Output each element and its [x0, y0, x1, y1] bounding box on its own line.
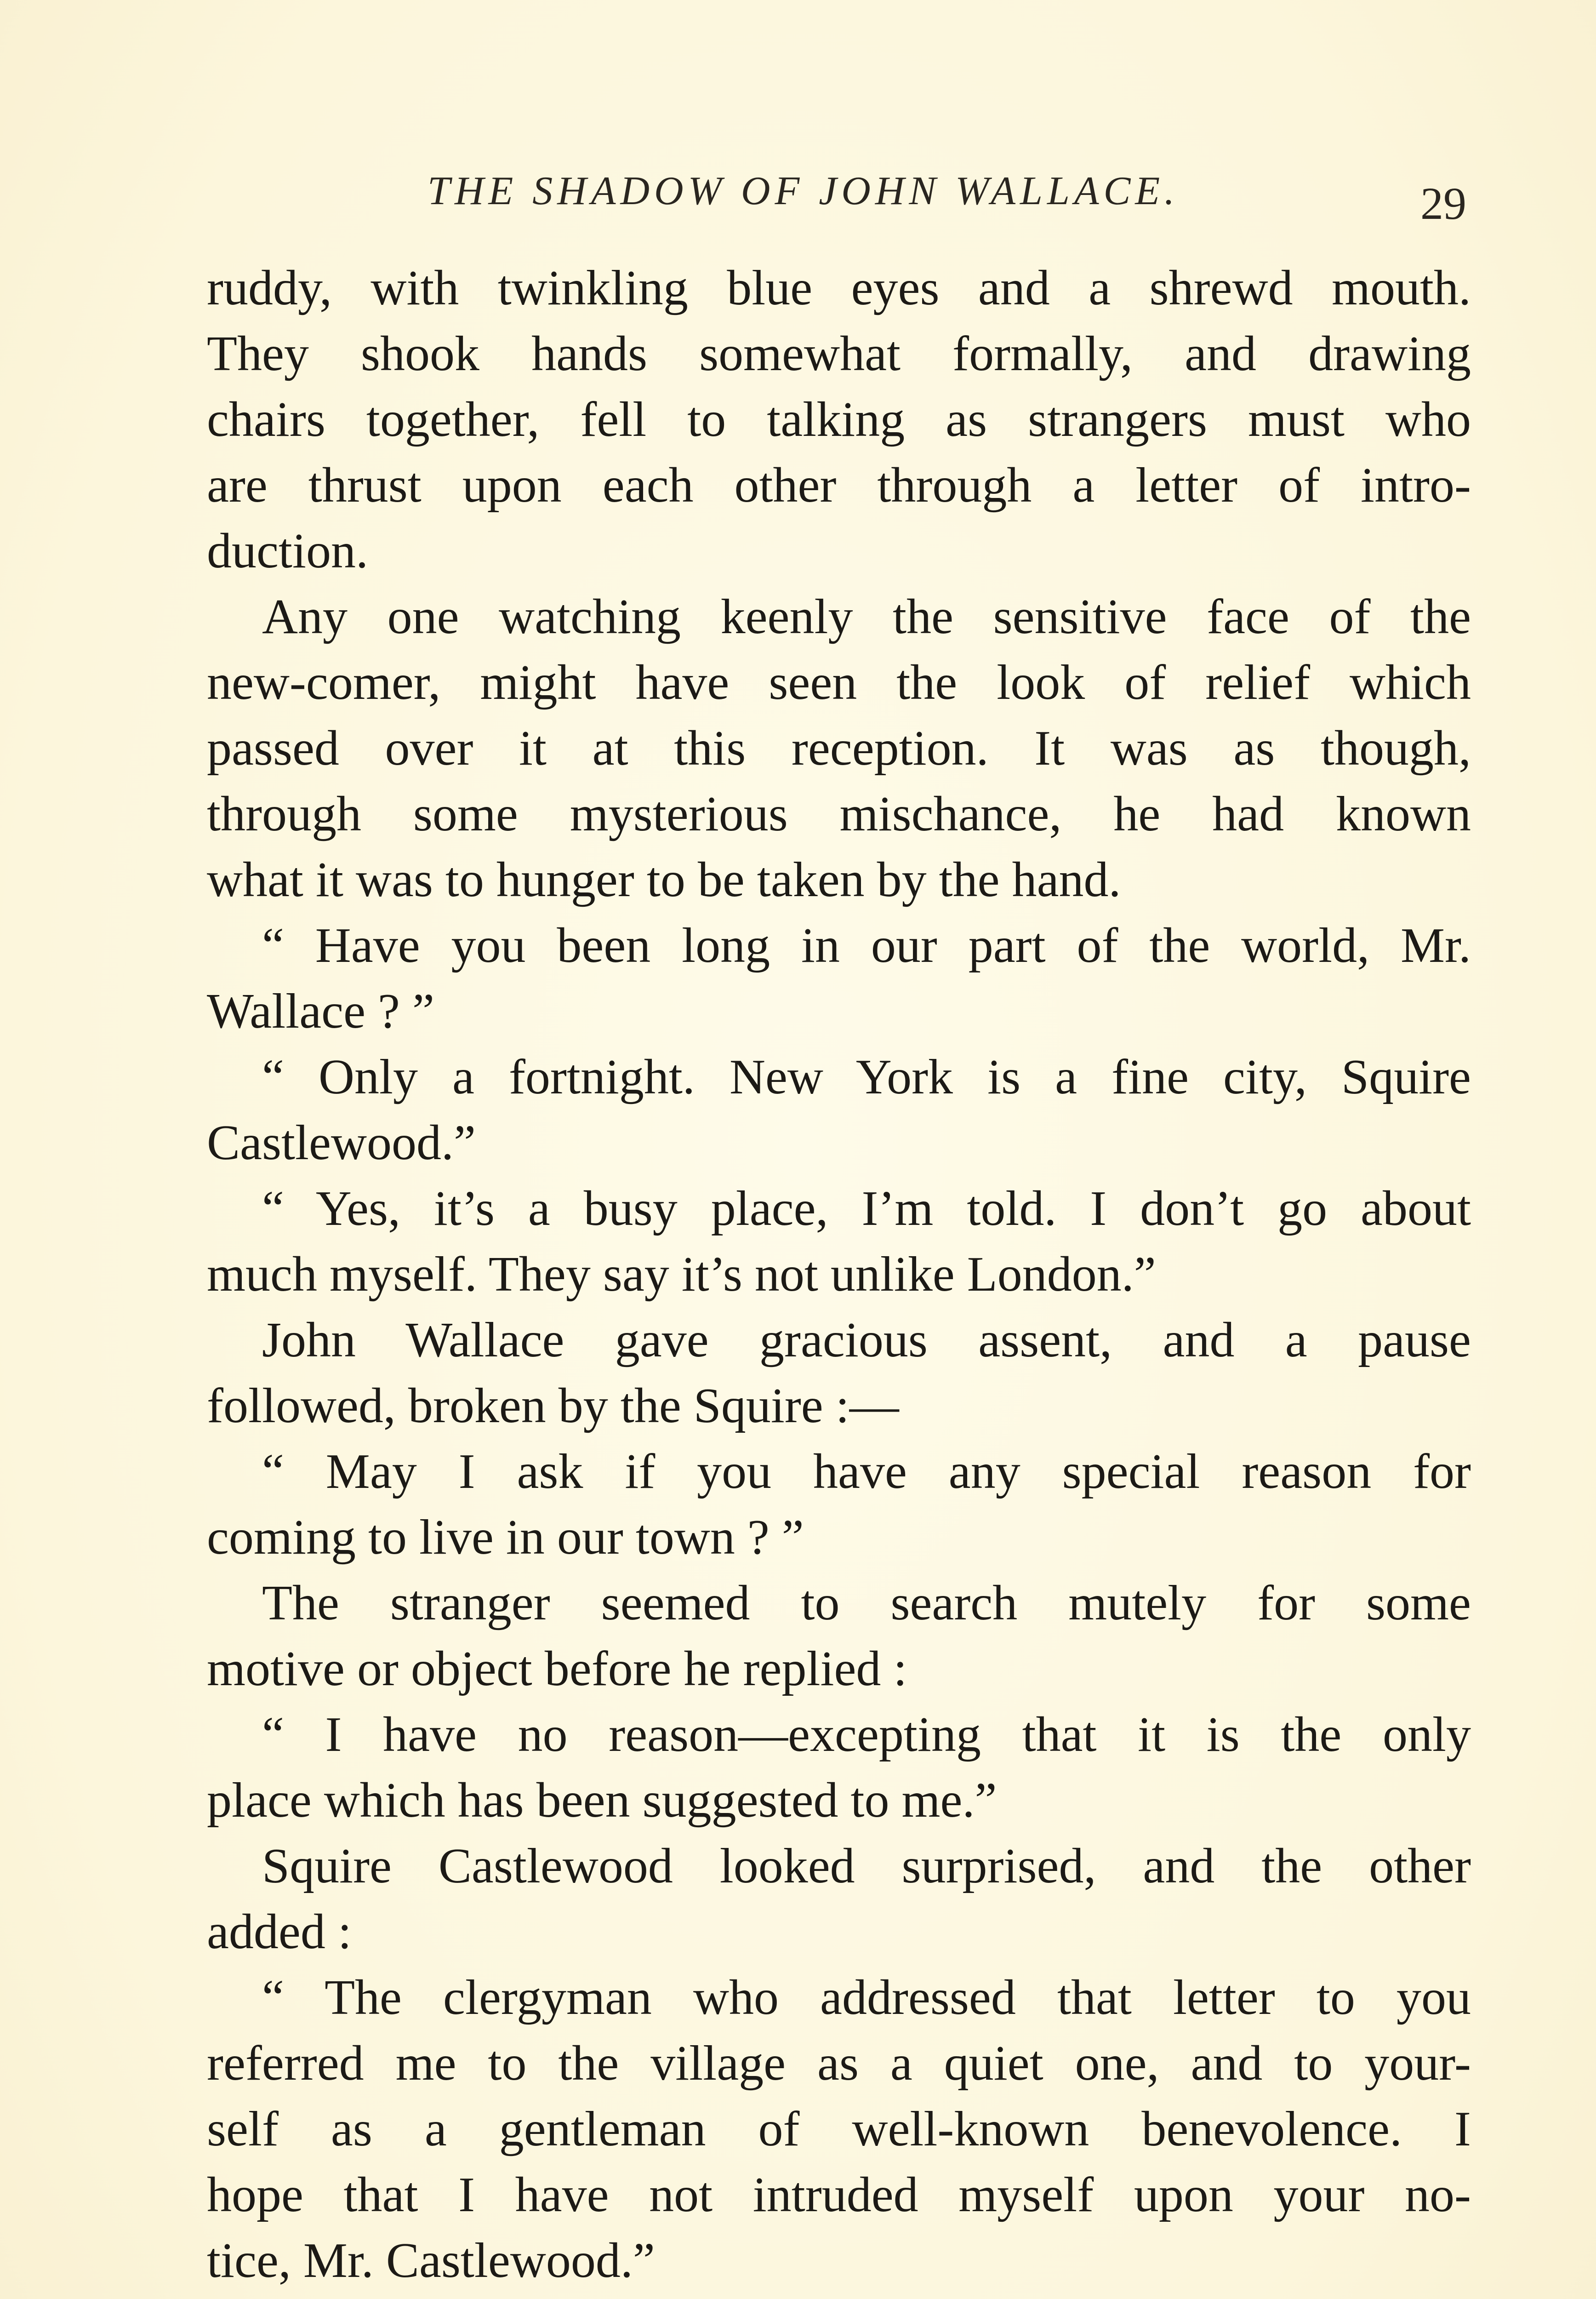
- text-line: John Wallace gave gracious assent, and a pause: [262, 1313, 1471, 1367]
- text-line: [207, 2293, 1471, 2299]
- text-line: added :: [207, 1904, 352, 1959]
- text-line: are thrust upon each other through a letter of intro-: [207, 458, 1471, 513]
- text-line: passed over it at this reception. It was as though,: [207, 721, 1471, 776]
- text-line: “ May I ask if you have any special reason for: [262, 1444, 1471, 1499]
- text-line: Wallace ? ”: [207, 984, 434, 1039]
- text-line: They shook hands somewhat formally, and drawing: [207, 326, 1471, 381]
- text-line: hope that I have not intruded myself upon your no-: [207, 2167, 1471, 2222]
- text-line: Castlewood.”: [207, 1115, 476, 1170]
- text-line: “ I have no reason—excepting that it is the only: [262, 1707, 1471, 1762]
- text-line: The stranger seemed to search mutely for some: [262, 1576, 1471, 1630]
- text-line: Squire Castlewood looked surprised, and the other: [262, 1839, 1471, 1893]
- text-line: Any one watching keenly the sensitive face of the: [262, 589, 1471, 644]
- page-number: 29: [1420, 178, 1466, 229]
- text-line: duction.: [207, 524, 368, 578]
- text-line: much myself. They say it’s not unlike London.”: [207, 1247, 1156, 1302]
- text-line: through some mysterious mischance, he had known: [207, 787, 1471, 841]
- text-line: new-comer, might have seen the look of relief which: [207, 655, 1471, 710]
- body-text: [207, 255, 1471, 2299]
- text-line: “ The clergyman who addressed that letter to you: [262, 1970, 1471, 2025]
- text-line: “ Yes, it’s a busy place, I’m told. I don’t go about: [262, 1181, 1471, 1236]
- text-line: self as a gentleman of well-known benevolence. I: [207, 2102, 1471, 2156]
- text-line: referred me to the village as a quiet one, and to your-: [207, 2036, 1471, 2091]
- text-line: place which has been suggested to me.”: [207, 1773, 997, 1828]
- text-line: what it was to hunger to be taken by the hand.: [207, 852, 1121, 907]
- text-line: “ Have you been long in our part of the world, Mr.: [262, 918, 1471, 973]
- text-line: coming to live in our town ? ”: [207, 1510, 804, 1565]
- text-line: chairs together, fell to talking as strangers must who: [207, 392, 1471, 447]
- text-line: ruddy, with twinkling blue eyes and a shrewd mouth.: [207, 261, 1471, 315]
- text-line: tice, Mr. Castlewood.”: [207, 2233, 655, 2288]
- running-head: THE SHADOW OF JOHN WALLACE.: [428, 169, 1180, 213]
- text-line: followed, broken by the Squire :—: [207, 1378, 899, 1433]
- text-line: motive or object before he replied :: [207, 1641, 907, 1696]
- text-line: “ Only a fortnight. New York is a fine city, Squire: [262, 1050, 1471, 1104]
